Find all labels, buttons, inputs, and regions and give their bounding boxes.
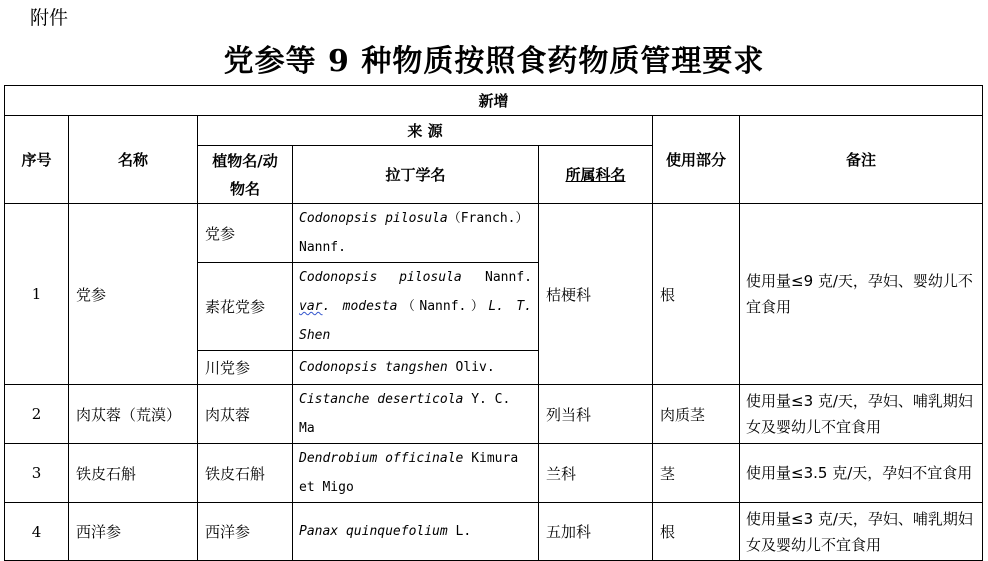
table-row — [5, 444, 983, 503]
table-row — [5, 503, 983, 561]
row-name: 西洋参 — [69, 503, 198, 561]
document-title: 党参等 9 种物质按照食药物质管理要求 — [223, 44, 765, 79]
latin-author-paren: （Nannf.） — [397, 299, 489, 314]
row-latin-name — [293, 385, 539, 444]
row-part: 根 — [653, 204, 740, 385]
latin-author: L. — [455, 524, 472, 539]
row-name: 铁皮石斛 — [69, 444, 198, 503]
latin-species: Codonopsis pilosula — [299, 270, 462, 285]
row-name: 党参 — [69, 204, 198, 385]
header-row-1 — [5, 116, 983, 146]
row-name: 肉苁蓉（荒漠） — [69, 385, 198, 444]
row-seq: 3 — [5, 444, 69, 503]
table-row — [5, 204, 983, 263]
row-family: 列当科 — [539, 385, 653, 444]
row-part: 肉质茎 — [653, 385, 740, 444]
section-header-row — [5, 86, 983, 116]
substance-table — [4, 85, 983, 561]
row-remark: 使用量≤3 克/天，孕妇、哺乳期妇女及婴幼儿不宜食用 — [740, 385, 983, 444]
row-plant-name: 素花党参 — [198, 263, 293, 351]
latin-author: Nannf. — [485, 270, 532, 285]
col-header-family-text: 所属科名 — [565, 166, 626, 184]
row-remark: 使用量≤3.5 克/天，孕妇不宜食用 — [740, 444, 983, 503]
row-remark: 使用量≤9 克/天，孕妇、婴幼儿不宜食用 — [740, 204, 983, 385]
col-header-name: 名称 — [69, 116, 198, 204]
col-header-part-used: 使用部分 — [653, 116, 740, 204]
row-part: 根 — [653, 503, 740, 561]
table-row — [5, 385, 983, 444]
row-part: 茎 — [653, 444, 740, 503]
latin-author-variety: L. T. Shen — [299, 299, 532, 343]
col-header-seq: 序号 — [5, 116, 69, 204]
row-plant-name: 西洋参 — [198, 503, 293, 561]
latin-variety: . modesta — [322, 299, 398, 314]
latin-species: Codonopsis pilosula — [299, 211, 448, 226]
col-header-remarks: 备注 — [740, 116, 983, 204]
section-title: 新增 — [5, 86, 983, 116]
row-latin-name — [293, 263, 539, 351]
latin-var: var — [299, 299, 323, 314]
latin-author: Y. C. Ma — [299, 392, 511, 436]
latin-author: Kimura et Migo — [299, 451, 519, 495]
row-plant-name: 川党参 — [198, 351, 293, 385]
col-header-latin-name: 拉丁学名 — [293, 146, 539, 204]
row-latin-name — [293, 351, 539, 385]
attachment-label: 附件 — [30, 7, 69, 29]
row-seq: 1 — [5, 204, 69, 385]
latin-species: Panax quinquefolium — [299, 524, 448, 539]
row-seq: 2 — [5, 385, 69, 444]
row-latin-name — [293, 444, 539, 503]
latin-author: （Franch.）Nannf. — [299, 211, 529, 255]
row-family: 五加科 — [539, 503, 653, 561]
row-plant-name: 党参 — [198, 204, 293, 263]
col-header-source: 来 源 — [198, 116, 653, 146]
latin-species: Cistanche deserticola — [299, 392, 464, 407]
row-family: 桔梗科 — [539, 204, 653, 385]
col-header-family — [539, 146, 653, 204]
latin-author: Oliv. — [455, 360, 495, 375]
latin-species: Dendrobium officinale — [299, 451, 464, 466]
row-plant-name: 铁皮石斛 — [198, 444, 293, 503]
row-remark: 使用量≤3 克/天，孕妇、哺乳期妇女及婴幼儿不宜食用 — [740, 503, 983, 561]
row-latin-name — [293, 503, 539, 561]
row-family: 兰科 — [539, 444, 653, 503]
row-latin-name — [293, 204, 539, 263]
latin-species: Codonopsis tangshen — [299, 360, 448, 375]
row-seq: 4 — [5, 503, 69, 561]
col-header-plant-animal-name: 植物名/动物名 — [198, 146, 293, 204]
row-plant-name: 肉苁蓉 — [198, 385, 293, 444]
